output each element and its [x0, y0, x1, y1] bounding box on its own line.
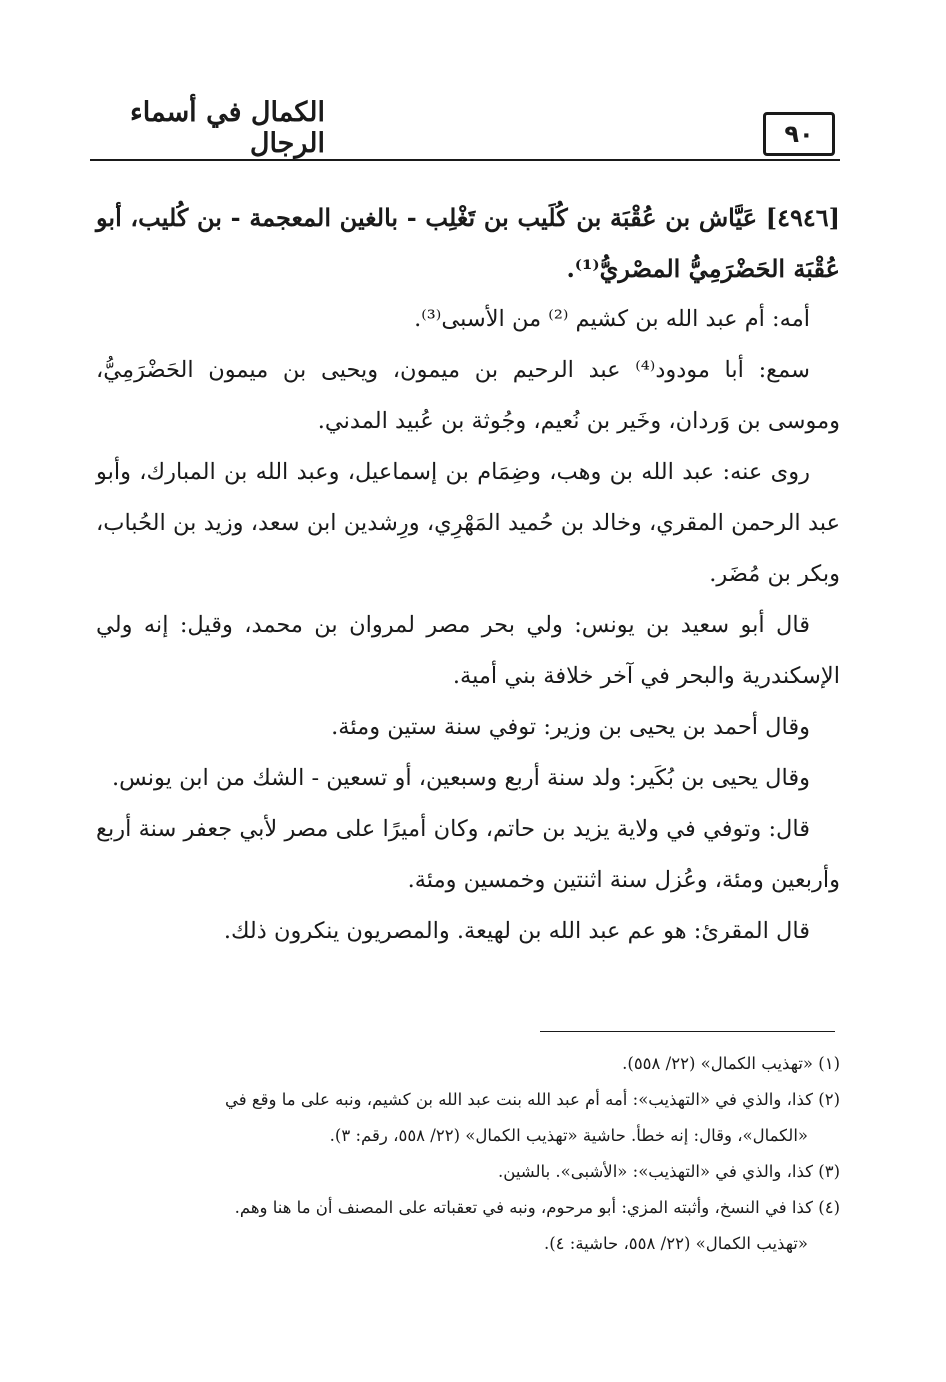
paragraph-heard-from: سمع: أبا مودود⁽⁴⁾ عبد الرحيم بن ميمون، ويحيى بن ميمون الحَضْرَمِيُّ، وموسى بن وَردان، وخَير بن نُعيم، وجُوثة بن عُبيد المدني.: [96, 357, 840, 434]
footnote-2: (٢) كذا، والذي في «التهذيب»: أمه أم عبد الله بنت عبد الله بن كشيم، ونبه على ما وقع في: [224, 1090, 840, 1109]
paragraph-muqri: قال المقرئ: هو عم عبد الله بن لهيعة. والمصريون ينكرون ذلك.: [223, 918, 810, 944]
footnote-4-continuation: «تهذيب الكمال» (٢٢/ ٥٥٨، حاشية: ٤).: [543, 1234, 808, 1253]
entry-heading: [٤٩٤٦] عَيَّاش بن عُقْبَة بن كُلَيب بن تَغْلِب - بالغين المعجمة - بن كُليب، أبو عُقْبَة الحَضْرَمِيُّ المصْريُّ⁽¹⁾.: [96, 203, 840, 283]
footnote-1: (١) «تهذيب الكمال» (٢٢/ ٥٥٨).: [622, 1054, 840, 1073]
paragraph-yahya-ibn-bukayr: وقال يحيى بن بُكَير: ولد سنة أربع وسبعين، أو تسعين - الشك من ابن يونس.: [111, 765, 810, 791]
header-rule: [90, 159, 840, 161]
footnote-4: (٤) كذا في النسخ، وأثبته المزي: أبو مرحوم، ونبه في تعقباته على المصنف أن ما هنا وهم.: [234, 1198, 840, 1217]
paragraph-mother: أمه: أم عبد الله بن كشيم ⁽²⁾ من الأسبى⁽³⁾.: [414, 306, 810, 332]
paragraph-death: قال: وتوفي في ولاية يزيد بن حاتم، وكان أميرًا على مصر لأبي جعفر سنة أربع وأربعين ومئة، وعُزل سنة اثنتين وخمسين ومئة.: [96, 816, 840, 893]
footnote-rule: [540, 1031, 835, 1032]
page-number-box: [763, 112, 835, 156]
page-number: ٩٠: [784, 120, 814, 148]
footnotes: [88, 1046, 840, 1262]
main-text: [96, 192, 840, 957]
paragraph-ahmad-ibn-yahya: وقال أحمد بن يحيى بن وزير: توفي سنة ستين ومئة.: [331, 714, 810, 740]
paragraph-ibn-yunus: قال أبو سعيد بن يونس: ولي بحر مصر لمروان بن محمد، وقيل: إنه ولي الإسكندرية والبحر في آخر خلافة بني أمية.: [96, 612, 840, 689]
footnote-2-continuation: «الكمال»، وقال: إنه خطأ. حاشية «تهذيب الكمال» (٢٢/ ٥٥٨، رقم: ٣).: [329, 1126, 808, 1145]
running-title: الكمال في أسماء الرجال: [130, 97, 325, 159]
paragraph-narrated-by: روى عنه: عبد الله بن وهب، وضِمَام بن إسماعيل، وعبد الله بن المبارك، وأبو عبد الرحمن المقري، وخالد بن حُميد المَهْرِي، ورِشدين ابن سعد، وزيد بن الحُباب، وبكر بن مُضَر.: [96, 459, 840, 587]
footnote-3: (٣) كذا، والذي في «التهذيب»: «الأشبى». بالشين.: [498, 1162, 840, 1181]
